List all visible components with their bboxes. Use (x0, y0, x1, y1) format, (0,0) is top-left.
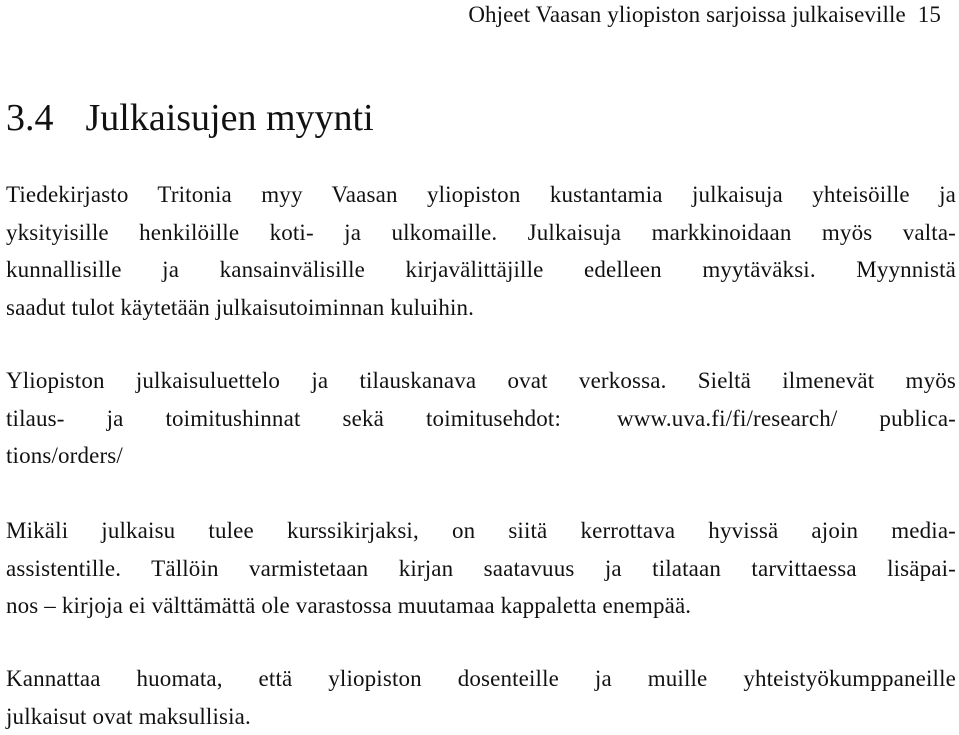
text-line: Tiedekirjasto Tritonia myy Vaasan yliopiston kustantamia julkaisuja yhteisöille ja (6, 176, 956, 214)
paragraph-coursebook (6, 512, 956, 625)
orders-url-continued[interactable]: tions/orders/ (6, 437, 956, 475)
text-line: kunnallisille ja kansainvälisille kirjavälittäjille edelleen myytäväksi. Myynnistä (6, 251, 956, 289)
text-segment: tilaus- ja toimitushinnat sekä toimitusehdot: (6, 406, 561, 431)
running-header (468, 2, 941, 28)
paragraph-sales (6, 176, 956, 326)
text-line: Kannattaa huomata, että yliopiston dosenteille ja muille yhteistyökumppaneille (6, 660, 956, 698)
orders-url[interactable]: www.uva.fi/fi/research/ publica- (617, 406, 956, 431)
paragraph-docents (6, 660, 956, 735)
text-line: saadut tulot käytetään julkaisutoiminnan kuluihin. (6, 289, 956, 327)
section-number: 3.4 (6, 97, 54, 139)
section-heading (6, 96, 374, 140)
text-line: yksityisille henkilöille koti- ja ulkomaille. Julkaisuja markkinoidaan myös valta- (6, 214, 956, 252)
text-line: assistentille. Tällöin varmistetaan kirjan saatavuus ja tilataan tarvittaessa lisäpai- (6, 550, 956, 588)
paragraph-catalogue (6, 362, 956, 475)
text-line (6, 400, 956, 438)
text-line: Yliopiston julkaisuluettelo ja tilauskanava ovat verkossa. Sieltä ilmenevät myös (6, 362, 956, 400)
section-title: Julkaisujen myynti (86, 97, 374, 139)
text-line: Mikäli julkaisu tulee kurssikirjaksi, on siitä kerrottava hyvissä ajoin media- (6, 512, 956, 550)
text-line: nos – kirjoja ei välttämättä ole varastossa muutamaa kappaletta enempää. (6, 587, 956, 625)
text-line: julkaisut ovat maksullisia. (6, 698, 956, 735)
running-title: Ohjeet Vaasan yliopiston sarjoissa julkaiseville (468, 2, 905, 27)
page-number: 15 (918, 2, 941, 27)
